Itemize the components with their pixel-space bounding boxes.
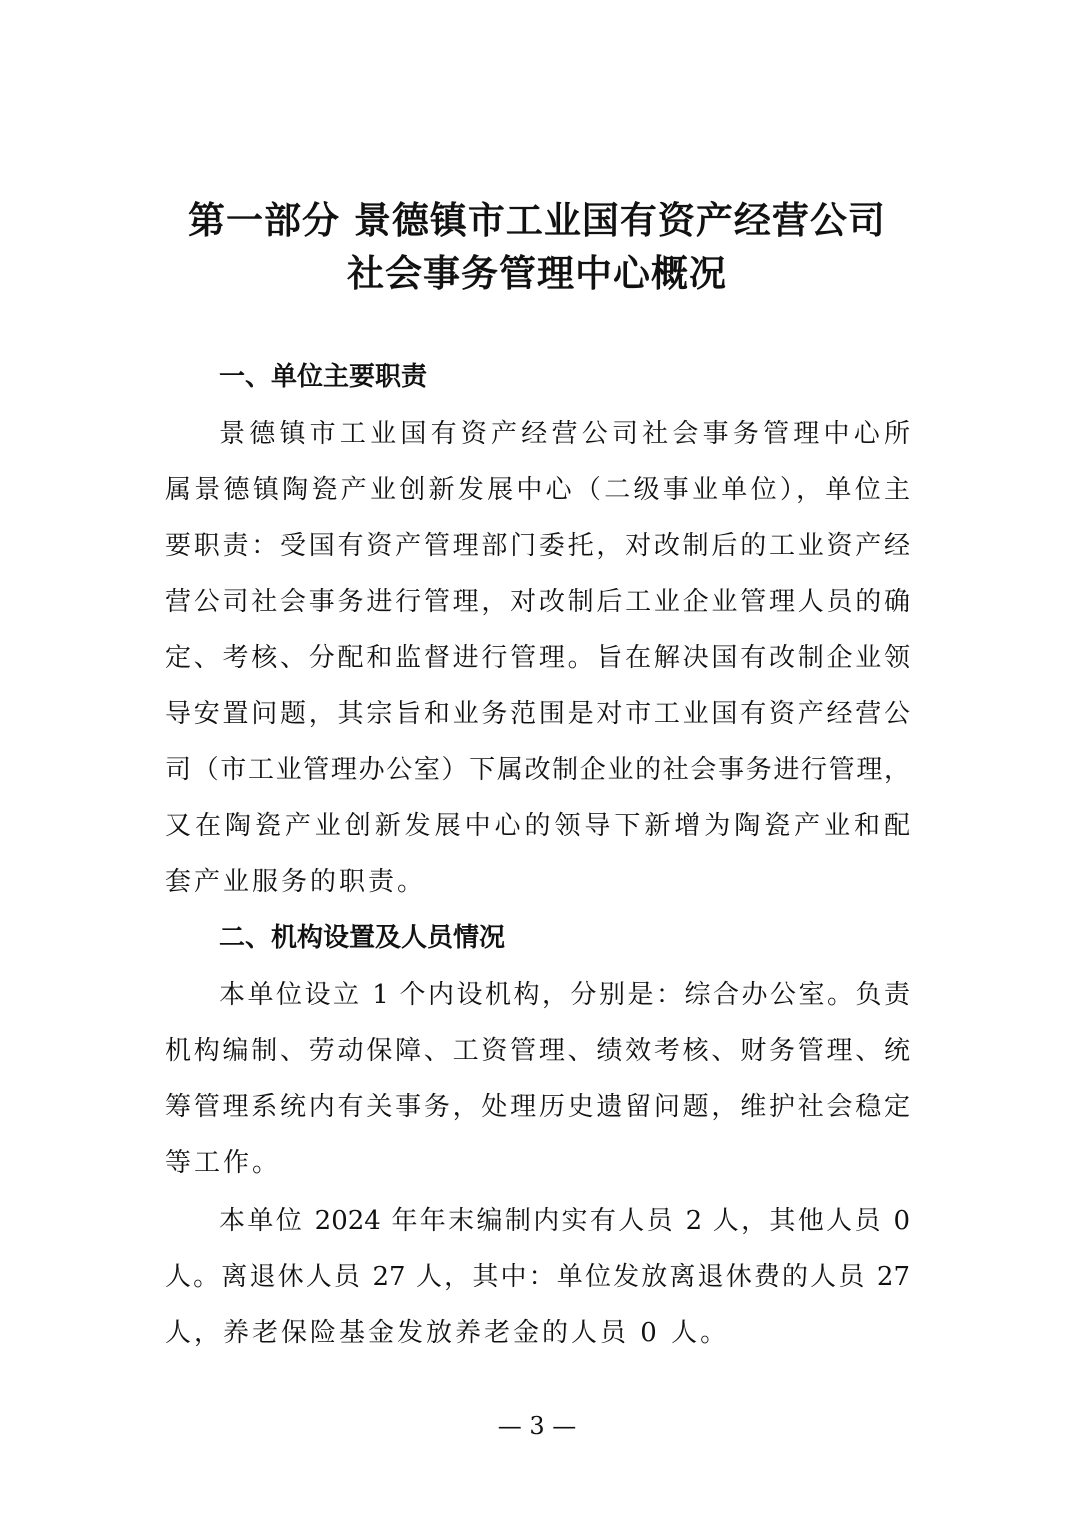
body-line: 人，养老保险基金发放养老金的人员 0 人。 bbox=[165, 1318, 730, 1348]
body-line: 本单位 2024 年年末编制内实有人员 2 人，其他人员 0 bbox=[219, 1206, 910, 1236]
body-line: 机构编制、劳动保障、工资管理、绩效考核、财务管理、统 bbox=[165, 1036, 910, 1066]
body-line: 定、考核、分配和监督进行管理。旨在解决国有改制企业领 bbox=[165, 643, 910, 673]
body-line: 套产业服务的职责。 bbox=[165, 867, 427, 897]
section-heading-duties: 一、单位主要职责 bbox=[219, 362, 428, 392]
page-title-line-2: 社会事务管理中心概况 bbox=[347, 252, 727, 295]
body-line: 人。离退休人员 27 人，其中：单位发放离退休费的人员 27 bbox=[165, 1262, 910, 1292]
page-title-line-1: 第一部分 景德镇市工业国有资产经营公司 bbox=[188, 199, 886, 242]
body-line: 又在陶瓷产业创新发展中心的领导下新增为陶瓷产业和配 bbox=[165, 811, 910, 841]
body-line: 等工作。 bbox=[165, 1148, 282, 1178]
body-line: 属景德镇陶瓷产业创新发展中心（二级事业单位），单位主 bbox=[165, 475, 910, 505]
body-line: 本单位设立 1 个内设机构，分别是：综合办公室。负责 bbox=[219, 980, 910, 1010]
body-line: 司（市工业管理办公室）下属改制企业的社会事务进行管理， bbox=[165, 755, 910, 785]
body-line: 景德镇市工业国有资产经营公司社会事务管理中心所 bbox=[219, 419, 910, 449]
body-line: 筹管理系统内有关事务，处理历史遗留问题，维护社会稳定 bbox=[165, 1092, 910, 1122]
page-number: — 3 — bbox=[497, 1412, 577, 1440]
body-line: 导安置问题，其宗旨和业务范围是对市工业国有资产经营公 bbox=[165, 699, 910, 729]
body-line: 要职责：受国有资产管理部门委托，对改制后的工业资产经 bbox=[165, 531, 910, 561]
body-line: 营公司社会事务进行管理，对改制后工业企业管理人员的确 bbox=[165, 587, 910, 617]
section-heading-organization: 二、机构设置及人员情况 bbox=[219, 923, 506, 953]
